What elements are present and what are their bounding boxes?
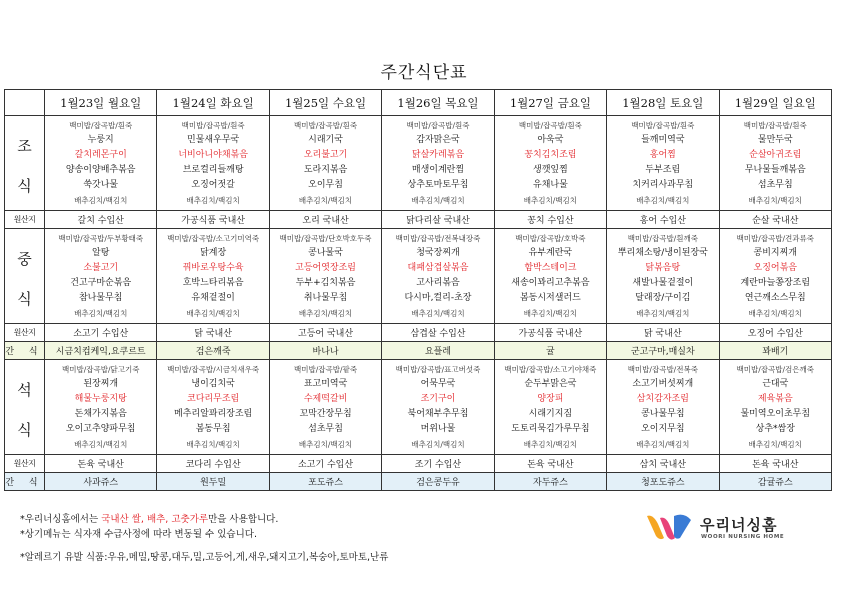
- note-highlight: 국내산 쌀, 배추, 고춧가루: [101, 514, 209, 525]
- origin-cell: 코다리 수입산: [157, 455, 269, 473]
- origin-cell: 꽁치 수입산: [494, 211, 606, 229]
- menu-item: 양송이양배추볶음: [65, 165, 136, 175]
- lunch-row: [5, 229, 832, 324]
- menu-item: 배추김치/백김치: [186, 309, 240, 318]
- menu-item: 배추김치/백김치: [411, 196, 465, 205]
- page-title: 주간식단표: [380, 63, 468, 83]
- menu-item: 배추김치/백김치: [411, 440, 465, 449]
- menu-item: 배추김치/백김치: [74, 309, 128, 318]
- menu-item: 배추김치/백김치: [298, 309, 353, 318]
- meal-label-char: 식: [17, 177, 32, 195]
- menu-item: 백미밥/잡곡밥/흰죽: [294, 121, 358, 130]
- menu-item: 매생이계란찜: [411, 165, 465, 175]
- origin-cell: 소고기 수입산: [45, 324, 157, 342]
- menu-item: 백미밥/잡곡밥/닭고기죽: [61, 365, 140, 374]
- menu-item: 들깨미역국: [641, 135, 685, 145]
- menu-item: 배추김치/백김치: [298, 440, 353, 449]
- menu-item: 취나물무침: [303, 293, 348, 303]
- origin-cell: 닭 국내산: [157, 324, 269, 342]
- dinner-cell: [269, 360, 381, 455]
- menu-item: 감자맑은국: [416, 135, 460, 145]
- origin-label: 원산지: [5, 455, 45, 473]
- lunch-cell: [382, 229, 494, 324]
- corner-cell: [5, 90, 45, 116]
- snack-cell: 요플레: [382, 342, 494, 360]
- menu-item: 시래기국: [308, 135, 343, 145]
- day-header: 1월26일 목요일: [382, 90, 494, 116]
- menu-item: 상추*쌈장: [755, 424, 795, 434]
- logo-name: 우리너싱홈: [700, 516, 778, 534]
- brand-logo: [644, 510, 834, 544]
- meal-label-char: 석: [17, 381, 32, 399]
- menu-item: 닭볶음탕: [645, 263, 681, 273]
- menu-item: 치커리사과무침: [632, 180, 694, 190]
- menu-item: 유채겉절이: [191, 293, 235, 303]
- origin-cell: 가공식품 국내산: [157, 211, 269, 229]
- menu-item: 배추김치/백김치: [636, 196, 690, 205]
- menu-item: 백미밥/잡곡밥/팥죽: [294, 365, 358, 374]
- snack2-row: [5, 473, 832, 491]
- menu-item: 두부+김치볶음: [295, 278, 356, 288]
- menu-item: 어묵무국: [420, 379, 456, 389]
- menu-item: 백미밥/잡곡밥/흰죽: [69, 121, 133, 130]
- menu-item: 꼬막간장무침: [299, 409, 352, 419]
- snack-label: 간 식: [5, 342, 45, 360]
- menu-item: 백미밥/잡곡밥/두부황태죽: [58, 234, 144, 243]
- menu-item: 섬초무침: [308, 424, 343, 434]
- lunch-cell: [607, 229, 719, 324]
- menu-item: 백미밥/잡곡밥/흰죽: [406, 121, 470, 130]
- lunch-cell: [494, 229, 606, 324]
- menu-item: 된장찌개: [83, 379, 119, 389]
- menu-item: 배추김치/백김치: [523, 440, 578, 449]
- snack-cell: 원두밀: [157, 473, 269, 491]
- dinner-cell: [157, 360, 269, 455]
- menu-item: 닭살카레볶음: [411, 150, 465, 160]
- menu-item: 계란마늘쫑장조림: [740, 278, 811, 288]
- note-rice-origin: [20, 512, 388, 527]
- menu-item: 두부조림: [645, 165, 681, 175]
- note-menu-change: *상기메뉴는 식자재 수급사정에 따라 변동될 수 있습니다.: [20, 529, 257, 540]
- menu-item: 꿔바로우탕수육: [182, 263, 244, 273]
- snack-cell: 군고구마,매실차: [607, 342, 719, 360]
- logo-subtitle: WOORI NURSING HOME: [701, 534, 785, 540]
- menu-item: 순살아귀조림: [749, 150, 802, 160]
- menu-item: 백미밥/잡곡밥/견과류죽: [736, 234, 815, 243]
- meal-label-char: 식: [17, 290, 32, 308]
- breakfast-cell: [382, 116, 494, 211]
- menu-item: 배추김치/백김치: [748, 196, 802, 205]
- menu-item: 삼치감자조림: [636, 394, 689, 404]
- menu-item: 유부계란국: [528, 248, 573, 258]
- dinner-cell: [382, 360, 494, 455]
- snack-cell: 포도쥬스: [269, 473, 381, 491]
- menu-item: 시래기지짐: [528, 409, 573, 419]
- menu-item: 냉이김치국: [191, 379, 235, 389]
- origin-cell: 가공식품 국내산: [494, 324, 606, 342]
- menu-item: 콩나물국: [308, 248, 343, 258]
- snack-cell: 꽈배기: [719, 342, 831, 360]
- origin-cell: 돈육 국내산: [45, 455, 157, 473]
- breakfast-cell: [719, 116, 831, 211]
- menu-item: 민물새우무국: [187, 135, 240, 145]
- menu-item: 배추김치/백김치: [523, 196, 578, 205]
- day-header: 1월24일 화요일: [157, 90, 269, 116]
- origin-label: 원산지: [5, 324, 45, 342]
- menu-item: 머위나물: [420, 424, 456, 434]
- logo-stroke: [674, 515, 691, 539]
- snack1-row: [5, 342, 832, 360]
- menu-item: 백미밥/잡곡밥/흰죽: [743, 121, 807, 130]
- dinner-cell: [45, 360, 157, 455]
- snack-cell: 바나나: [269, 342, 381, 360]
- dinner-cell: [494, 360, 606, 455]
- menu-item: 근대국: [762, 379, 789, 389]
- menu-item: 함박스테이크: [524, 263, 577, 273]
- breakfast-cell: [607, 116, 719, 211]
- menu-item: 배추김치/백김치: [186, 196, 240, 205]
- breakfast-cell: [157, 116, 269, 211]
- lunch-cell: [157, 229, 269, 324]
- menu-item: 소불고기: [83, 263, 119, 273]
- menu-item: 참나물무침: [78, 293, 123, 303]
- origin-cell: 오리 국내산: [269, 211, 381, 229]
- menu-item: 대패삼겹살볶음: [407, 263, 469, 273]
- menu-item: 고등어엿장조림: [295, 263, 356, 273]
- menu-item: 봄동무침: [195, 424, 231, 434]
- menu-item: 고사리볶음: [416, 278, 460, 288]
- meal-label-char: 식: [17, 421, 32, 439]
- meal-label-char: 조: [17, 137, 32, 155]
- origin-label: 원산지: [5, 211, 45, 229]
- note-allergy: *알레르기 유발 식품:우유,메밀,땅콩,대두,밀,고등어,게,새우,돼지고기,복숭아,토마토,난류: [20, 552, 389, 563]
- menu-item: 백미밥/잡곡밥/전복내장죽: [395, 234, 481, 243]
- menu-item: 양장피: [537, 394, 564, 404]
- menu-item: 도라지볶음: [303, 165, 348, 175]
- menu-item: 상추토마토무침: [407, 180, 469, 190]
- menu-item: 배추김치/백김치: [748, 440, 802, 449]
- logo-mark-icon: [644, 510, 694, 544]
- menu-item: 백미밥/잡곡밥/흰깨죽: [627, 234, 698, 243]
- origin-cell: 닭 국내산: [607, 324, 719, 342]
- menu-item: 홍어찜: [649, 150, 676, 160]
- menu-item: 배추김치/백김치: [74, 440, 128, 449]
- origin-cell: 조기 수입산: [382, 455, 494, 473]
- note-text: 만을 사용합니다.: [208, 514, 279, 525]
- menu-item: 돈채가지볶음: [74, 409, 127, 419]
- menu-item: 백미밥/잡곡밥/단호박호두죽: [279, 234, 372, 243]
- menu-item: 배추김치/백김치: [636, 440, 690, 449]
- weekly-menu-table: [4, 89, 832, 491]
- origin-cell: 삼치 국내산: [607, 455, 719, 473]
- menu-item: 무나물들깨볶음: [744, 165, 806, 175]
- origin-cell: 소고기 수입산: [269, 455, 381, 473]
- origin-cell: 홍어 수입산: [607, 211, 719, 229]
- lunch-cell: [269, 229, 381, 324]
- breakfast-cell: [269, 116, 381, 211]
- menu-item: 아욱국: [537, 135, 564, 145]
- lunch-label: [5, 229, 45, 324]
- lunch-cell: [719, 229, 831, 324]
- snack-cell: 귤: [494, 342, 606, 360]
- day-header: 1월23일 월요일: [45, 90, 157, 116]
- menu-item: 청국장찌개: [416, 248, 460, 258]
- menu-item: 배추김치/백김치: [74, 196, 128, 205]
- menu-item: 새송이꽈리고추볶음: [511, 278, 590, 288]
- menu-item: 제육볶음: [757, 394, 793, 404]
- menu-item: 수제떡갈비: [303, 394, 348, 404]
- snack-cell: 사과쥬스: [45, 473, 157, 491]
- breakfast-row: [5, 116, 832, 211]
- origin-cell: 순살 국내산: [719, 211, 831, 229]
- notes: [20, 512, 388, 565]
- menu-item: 북어채부추무침: [407, 409, 469, 419]
- menu-item: 메추리알꽈리장조림: [174, 409, 253, 419]
- menu-item: 코다리무조림: [187, 394, 240, 404]
- menu-item: 백미밥/잡곡밥/흰죽: [631, 121, 695, 130]
- snack-cell: 검은콩두유: [382, 473, 494, 491]
- menu-item: 갈치레몬구이: [74, 150, 127, 160]
- menu-item: 물미역오이초무침: [740, 409, 811, 419]
- lunch_origin-row: [5, 324, 832, 342]
- menu-item: 콩비지찌개: [753, 248, 797, 258]
- menu-item: 콩나물무침: [641, 409, 685, 419]
- snack-cell: 시금치컵케익,요쿠르트: [45, 342, 157, 360]
- menu-item: 쑥갓나물: [83, 180, 119, 190]
- menu-item: 달래장/구이김: [635, 293, 691, 303]
- menu-item: 다시마,컬리-초장: [404, 293, 472, 303]
- breakfast-cell: [494, 116, 606, 211]
- menu-item: 닭계장: [200, 248, 227, 258]
- menu-item: 배추김치/백김치: [298, 196, 353, 205]
- menu-item: 해물누룽지탕: [74, 394, 127, 404]
- menu-item: 유채나물: [533, 180, 568, 190]
- note-text: *우리너싱홈에서는: [20, 514, 102, 525]
- day-header: 1월27일 금요일: [494, 90, 606, 116]
- origin-cell: 닭다리살 국내산: [382, 211, 494, 229]
- menu-item: 건고구마순볶음: [70, 278, 132, 288]
- menu-item: 오이무침: [308, 180, 343, 190]
- menu-item: 배추김치/백김치: [748, 309, 802, 318]
- menu-item: 물만두국: [757, 135, 793, 145]
- origin-cell: 고등어 국내산: [269, 324, 381, 342]
- menu-item: 너비아니야채볶음: [178, 150, 248, 160]
- menu-item: 섬초무침: [757, 180, 793, 190]
- menu-item: 소고기버섯찌개: [632, 379, 694, 389]
- lunch-cell: [45, 229, 157, 324]
- origin-cell: 오징어 수입산: [719, 324, 831, 342]
- menu-item: 호박느타리볶음: [182, 278, 244, 288]
- menu-item: 백미밥/잡곡밥/소고기미역죽: [167, 234, 260, 243]
- origin-cell: 삼겹살 수입산: [382, 324, 494, 342]
- menu-item: 오리불고기: [303, 150, 348, 160]
- menu-item: 오징어볶음: [753, 263, 797, 273]
- menu-item: 백미밥/잡곡밥/전복죽: [627, 365, 698, 374]
- menu-item: 순두부맑은국: [524, 379, 577, 389]
- menu-item: 새발나물겉절이: [632, 278, 694, 288]
- menu-item: 연근깨소스무침: [744, 293, 806, 303]
- menu-item: 조기구이: [420, 394, 456, 404]
- day-header: 1월29일 일요일: [719, 90, 831, 116]
- menu-item: 생깻잎찜: [533, 165, 568, 175]
- origin-cell: 돈육 국내산: [719, 455, 831, 473]
- menu-item: 표고미역국: [303, 379, 348, 389]
- menu-item: 누룽지: [87, 135, 114, 145]
- snack-cell: 감귤쥬스: [719, 473, 831, 491]
- day-header: 1월28일 토요일: [607, 90, 719, 116]
- meal-label-char: 중: [17, 250, 32, 268]
- snack-cell: 청포도쥬스: [607, 473, 719, 491]
- snack-cell: 검은깨죽: [157, 342, 269, 360]
- breakfast_origin-row: [5, 211, 832, 229]
- dinner-cell: [719, 360, 831, 455]
- day-header: 1월25일 수요일: [269, 90, 381, 116]
- dinner_origin-row: [5, 455, 832, 473]
- menu-item: 배추김치/백김치: [411, 309, 465, 318]
- menu-item: 배추김치/백김치: [523, 309, 578, 318]
- dinner-row: [5, 360, 832, 455]
- menu-item: 백미밥/잡곡밥/검은깨죽: [736, 365, 815, 374]
- menu-item: 배추김치/백김치: [186, 440, 240, 449]
- menu-item: 오이지무침: [641, 424, 685, 434]
- menu-item: 백미밥/잡곡밥/시금치새우죽: [167, 365, 260, 374]
- menu-item: 백미밥/잡곡밥/흰죽: [181, 121, 245, 130]
- menu-item: 배추김치/백김치: [636, 309, 690, 318]
- menu-item: 오이고추양파무침: [65, 424, 136, 434]
- menu-item: 브로컬리들깨탕: [182, 165, 244, 175]
- menu-item: 봄동시저샐러드: [519, 293, 581, 303]
- menu-item: 도토리묵김가루무침: [511, 424, 590, 434]
- breakfast-label: [5, 116, 45, 211]
- menu-item: 백미밥/잡곡밥/표고버섯죽: [395, 365, 481, 374]
- dinner-cell: [607, 360, 719, 455]
- origin-cell: 갈치 수입산: [45, 211, 157, 229]
- menu-item: 꽁치김치조림: [524, 150, 577, 160]
- menu-item: 뿌리채소탕/냉이된장국: [617, 248, 708, 258]
- menu-item: 백미밥/잡곡밥/흰죽: [518, 121, 582, 130]
- menu-item: 백미밥/잡곡밥/호박죽: [515, 234, 586, 243]
- menu-item: 알탕: [92, 248, 110, 258]
- menu-item: 오징어젓갈: [191, 180, 235, 190]
- dinner-label: [5, 360, 45, 455]
- menu-item: 백미밥/잡곡밥/소고기야채죽: [504, 365, 597, 374]
- breakfast-cell: [45, 116, 157, 211]
- header-row: [5, 90, 832, 116]
- origin-cell: 돈육 국내산: [494, 455, 606, 473]
- snack-cell: 자두쥬스: [494, 473, 606, 491]
- snack-label: 간 식: [5, 473, 45, 491]
